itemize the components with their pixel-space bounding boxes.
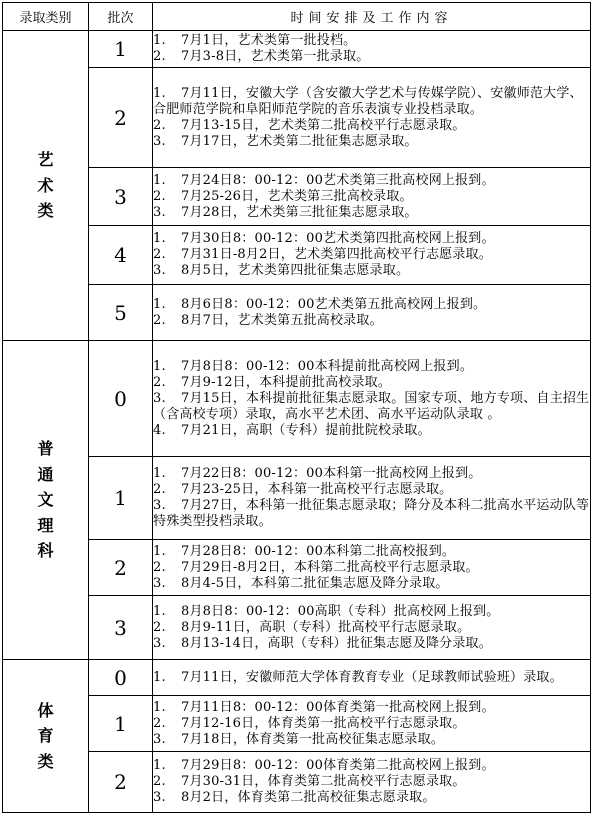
item-text: 7月25-26日，艺术类第三批高校录取。: [181, 188, 413, 204]
item-number: 3.: [153, 731, 166, 747]
item-number: 1.: [153, 603, 166, 619]
category-cell: [3, 31, 89, 341]
item-text: 7月23-25日，本科第一批高校平行志愿录取。: [181, 482, 453, 497]
batch-number: 1: [89, 696, 153, 752]
item-text: 7月13-15日，艺术类第二批高校平行志愿录取。: [181, 117, 466, 133]
item-number: 2.: [153, 188, 166, 204]
item-text: 8月8日8：00-12：00高职（专科）批高校网上报到。: [181, 603, 500, 619]
schedule-item: [153, 482, 590, 498]
schedule-items-cell: [153, 696, 591, 752]
item-text: 7月31日-8月2日，艺术类第四批高校平行志愿录取。: [181, 247, 492, 262]
schedule-item: [153, 732, 590, 748]
item-number: 2.: [153, 117, 166, 133]
item-text: 8月4-5日，本科第二批征集志愿及降分录取。: [181, 575, 449, 591]
schedule-item: [153, 466, 590, 482]
header-content: 时间安排及工作内容: [153, 3, 591, 31]
item-number: 2.: [153, 715, 166, 731]
schedule-item: [153, 375, 590, 391]
item-number: 1.: [153, 699, 166, 715]
category-cell: [3, 660, 89, 813]
schedule-row: [3, 660, 591, 696]
item-text: 7月9-12日，本科提前批高校录取。: [181, 374, 392, 390]
item-number: 1.: [153, 172, 166, 188]
item-number: 2.: [153, 312, 166, 328]
item-text: 7月1日，艺术类第一批投档。: [181, 33, 357, 48]
schedule-item: [153, 86, 590, 118]
schedule-row: [3, 752, 591, 813]
batch-number: 5: [89, 285, 153, 341]
schedule-item: [153, 297, 590, 313]
item-text: 8月2日，体育类第二批高校征集志愿录取。: [181, 790, 436, 805]
item-number: 3.: [153, 263, 166, 278]
item-number: 1.: [153, 296, 166, 312]
schedule-item: [153, 205, 590, 221]
schedule-row: [3, 341, 591, 457]
item-number: 1.: [153, 231, 166, 246]
schedule-items-cell: [153, 752, 591, 813]
schedule-items-cell: [153, 168, 591, 226]
item-text: 7月11日，安徽师范大学体育教育专业（足球教师试验班）录取。: [181, 669, 563, 685]
schedule-item: [153, 33, 590, 49]
schedule-item: [153, 636, 590, 652]
item-text: 7月3-8日，艺术类第一批录取。: [181, 49, 370, 64]
item-number: 1.: [153, 543, 166, 559]
item-number: 3.: [153, 635, 166, 651]
schedule-item: [153, 173, 590, 189]
item-text: 8月7日，艺术类第五批高校录取。: [181, 312, 383, 328]
schedule-items-cell: [153, 68, 591, 168]
item-number: 2.: [153, 374, 166, 390]
schedule-item: [153, 716, 590, 732]
item-text: 7月17日，艺术类第二批征集志愿录取。: [181, 133, 418, 149]
item-number: 2.: [153, 247, 166, 262]
item-text: 7月8日8：00-12：00本科提前批高校网上报到。: [181, 358, 474, 374]
item-text: 7月30-31日，体育类第二批高校平行志愿录取。: [181, 774, 466, 789]
batch-number: 3: [89, 596, 153, 660]
header-category: 录取类别: [3, 3, 89, 31]
item-number: 1.: [153, 33, 166, 48]
schedule-items-cell: [153, 226, 591, 285]
schedule-items-cell: [153, 596, 591, 660]
item-text: 7月22日8：00-12：00本科第一批高校网上报到。: [181, 466, 482, 481]
schedule-item: [153, 544, 590, 560]
item-number: 1.: [153, 669, 166, 685]
item-number: 1.: [153, 358, 166, 374]
category-cell: [3, 341, 89, 660]
item-text: 8月5日，艺术类第四批征集志愿录取。: [181, 263, 410, 278]
batch-number: 2: [89, 540, 153, 596]
schedule-item: [153, 700, 590, 716]
item-text: 7月24日8：00-12：00艺术类第三批高校网上报到。: [181, 172, 495, 188]
schedule-item: [153, 576, 590, 592]
item-number: 3.: [153, 133, 166, 149]
item-text: 8月13-14日，高职（专科）批征集志愿及降分录取。: [181, 635, 492, 651]
batch-number: 3: [89, 168, 153, 226]
item-number: 2.: [153, 774, 166, 789]
batch-number: 0: [89, 341, 153, 457]
category-name: 艺术类: [37, 150, 54, 221]
schedule-item: [153, 604, 590, 620]
item-text: 7月29日8：00-12：00体育类第二批高校网上报到。: [181, 758, 495, 773]
item-number: 1.: [153, 758, 166, 773]
item-text: 7月18日，体育类第一批高校征集志愿录取。: [181, 731, 445, 747]
schedule-row: [3, 31, 591, 68]
schedule-item: [153, 247, 590, 263]
schedule-item: [153, 263, 590, 279]
schedule-item: [153, 774, 590, 790]
schedule-item: [153, 118, 590, 134]
schedule-items-cell: [153, 285, 591, 341]
schedule-item: [153, 670, 590, 686]
schedule-row: [3, 285, 591, 341]
schedule-row: [3, 226, 591, 285]
schedule-body: [3, 31, 591, 813]
item-text: 7月11日8：00-12：00体育类第一批高校网上报到。: [181, 699, 495, 715]
item-number: 3.: [153, 204, 166, 220]
schedule-items-cell: [153, 31, 591, 68]
schedule-items-cell: [153, 660, 591, 696]
schedule-item: [153, 359, 590, 375]
item-number: 2.: [153, 482, 166, 497]
item-text: 7月28日，艺术类第三批征集志愿录取。: [181, 204, 418, 220]
batch-number: 0: [89, 660, 153, 696]
schedule-item: [153, 620, 590, 636]
item-number: 3.: [153, 790, 166, 805]
item-number: 3.: [153, 575, 166, 591]
admission-schedule-table: [2, 2, 591, 813]
schedule-item: [153, 313, 590, 329]
item-text: 8月9-11日，高职（专科）批高校平行志愿录取。: [181, 619, 471, 635]
schedule-item: [153, 758, 590, 774]
item-number: 1.: [153, 466, 166, 481]
item-number: 3.: [153, 390, 166, 406]
schedule-row: [3, 596, 591, 660]
item-number: 2.: [153, 559, 166, 575]
schedule-row: [3, 68, 591, 168]
item-text: 7月21日，高职（专科）提前批院校录取。: [181, 422, 431, 438]
schedule-item: [153, 189, 590, 205]
schedule-item: [153, 134, 590, 150]
item-number: 1.: [153, 85, 166, 101]
batch-number: 1: [89, 31, 153, 68]
schedule-items-cell: [153, 341, 591, 457]
batch-number: 1: [89, 457, 153, 540]
batch-number: 4: [89, 226, 153, 285]
header-batch: 批次: [89, 3, 153, 31]
item-number: 4.: [153, 422, 166, 438]
schedule-item: [153, 560, 590, 576]
schedule-item: [153, 391, 590, 423]
schedule-row: [3, 457, 591, 540]
item-text: 7月29日-8月2日，本科第二批高校平行志愿录取。: [181, 559, 479, 575]
schedule-items-cell: [153, 457, 591, 540]
item-text: 8月6日8：00-12：00艺术类第五批高校网上报到。: [181, 296, 487, 312]
item-number: 3.: [153, 498, 166, 513]
schedule-item: [153, 231, 590, 247]
schedule-item: [153, 498, 590, 530]
item-text: 7月11日，安徽大学（含安徽大学艺术与传媒学院）、安徽师范大学、合肥师范学院和阜阳师范学院的音乐表演专业投档录取。: [153, 85, 583, 117]
schedule-item: [153, 49, 590, 65]
schedule-row: [3, 168, 591, 226]
schedule-item: [153, 423, 590, 439]
header-row: [3, 3, 591, 31]
item-text: 7月30日8：00-12：00艺术类第四批高校网上报到。: [181, 231, 495, 246]
item-text: 7月28日8：00-12：00本科第二批高校报到。: [181, 543, 456, 559]
schedule-item: [153, 790, 590, 806]
schedule-row: [3, 540, 591, 596]
schedule-row: [3, 696, 591, 752]
item-number: 2.: [153, 619, 166, 635]
batch-number: 2: [89, 752, 153, 813]
batch-number: 2: [89, 68, 153, 168]
schedule-items-cell: [153, 540, 591, 596]
category-name: 普通文理科: [37, 439, 54, 561]
category-name: 体育类: [37, 700, 54, 771]
item-number: 2.: [153, 49, 166, 64]
item-text: 7月27日，本科第一批征集志愿录取；降分及本科二批高水平运动队等特殊类型投档录取。: [153, 498, 590, 529]
item-text: 7月15日，本科提前批征集志愿录取。国家专项、地方专项、自主招生（含高校专项）录取，高水平艺术团、高水平运动队录取 。: [153, 390, 590, 422]
item-text: 7月12-16日，体育类第一批高校平行志愿录取。: [181, 715, 466, 731]
